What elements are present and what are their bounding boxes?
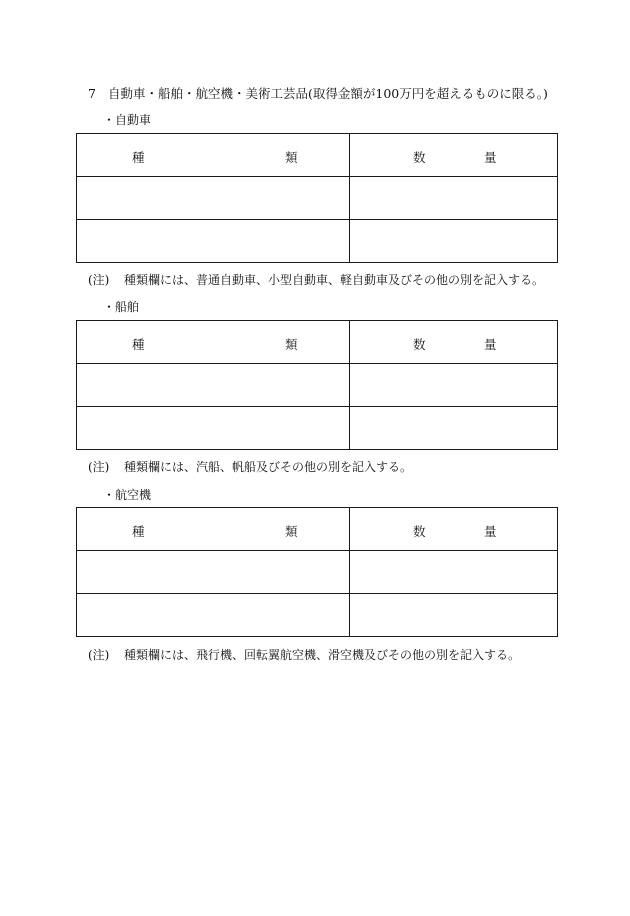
automobile-label: ・自動車 <box>103 113 152 127</box>
kind-header-char-1: 種 <box>132 150 145 165</box>
qty-input-cell[interactable] <box>350 364 558 407</box>
qty-header-cell <box>350 321 558 364</box>
note-prefix: (注) <box>88 273 110 287</box>
aircraft-table <box>76 507 558 637</box>
kind-input-cell[interactable] <box>77 364 350 407</box>
kind-header-cell <box>77 134 350 177</box>
table-row <box>77 364 558 407</box>
table-row <box>77 407 558 450</box>
kind-header-char-2: 類 <box>285 337 298 352</box>
kind-header-cell <box>77 508 350 551</box>
note-text: 種類欄には、汽船、帆船及びその他の別を記入する。 <box>124 460 413 474</box>
section-number: 7 <box>88 86 96 101</box>
note-prefix: (注) <box>88 648 110 662</box>
kind-input-cell[interactable] <box>77 407 350 450</box>
table-row <box>77 594 558 637</box>
qty-header-cell <box>350 134 558 177</box>
note-text: 種類欄には、普通自動車、小型自動車、軽自動車及びその他の別を記入する。 <box>124 273 545 287</box>
kind-input-cell[interactable] <box>77 594 350 637</box>
ship-note <box>88 458 412 475</box>
qty-input-cell[interactable] <box>350 407 558 450</box>
table-row <box>77 220 558 263</box>
qty-header-cell <box>350 508 558 551</box>
qty-input-cell[interactable] <box>350 551 558 594</box>
qty-input-cell[interactable] <box>350 594 558 637</box>
qty-header-char-1: 数 <box>413 337 426 352</box>
qty-input-cell[interactable] <box>350 177 558 220</box>
kind-header-char-2: 類 <box>285 524 298 539</box>
table-header-row <box>77 321 558 364</box>
kind-header-cell <box>77 321 350 364</box>
note-prefix: (注) <box>88 460 110 474</box>
section-title: 自動車・船舶・航空機・美術工芸品(取得金額が100万円を超えるものに限る。) <box>107 86 548 101</box>
aircraft-note <box>88 646 520 663</box>
kind-header-char-2: 類 <box>285 150 298 165</box>
note-text: 種類欄には、飛行機、回転翼航空機、滑空機及びその他の別を記入する。 <box>124 648 521 662</box>
qty-input-cell[interactable] <box>350 220 558 263</box>
ship-table <box>76 320 558 450</box>
qty-header-char-2: 量 <box>484 150 497 165</box>
table-row <box>77 551 558 594</box>
kind-header-char-1: 種 <box>132 524 145 539</box>
kind-input-cell[interactable] <box>77 220 350 263</box>
qty-header-char-1: 数 <box>413 150 426 165</box>
qty-header-char-1: 数 <box>413 524 426 539</box>
qty-header-char-2: 量 <box>484 337 497 352</box>
automobile-note <box>88 271 544 288</box>
automobile-table <box>76 133 558 263</box>
aircraft-label: ・航空機 <box>103 488 152 502</box>
kind-input-cell[interactable] <box>77 551 350 594</box>
table-header-row <box>77 508 558 551</box>
table-row <box>77 177 558 220</box>
kind-header-char-1: 種 <box>132 337 145 352</box>
section-heading <box>88 84 548 102</box>
qty-header-char-2: 量 <box>484 524 497 539</box>
ship-label: ・船舶 <box>103 300 140 314</box>
table-header-row <box>77 134 558 177</box>
kind-input-cell[interactable] <box>77 177 350 220</box>
